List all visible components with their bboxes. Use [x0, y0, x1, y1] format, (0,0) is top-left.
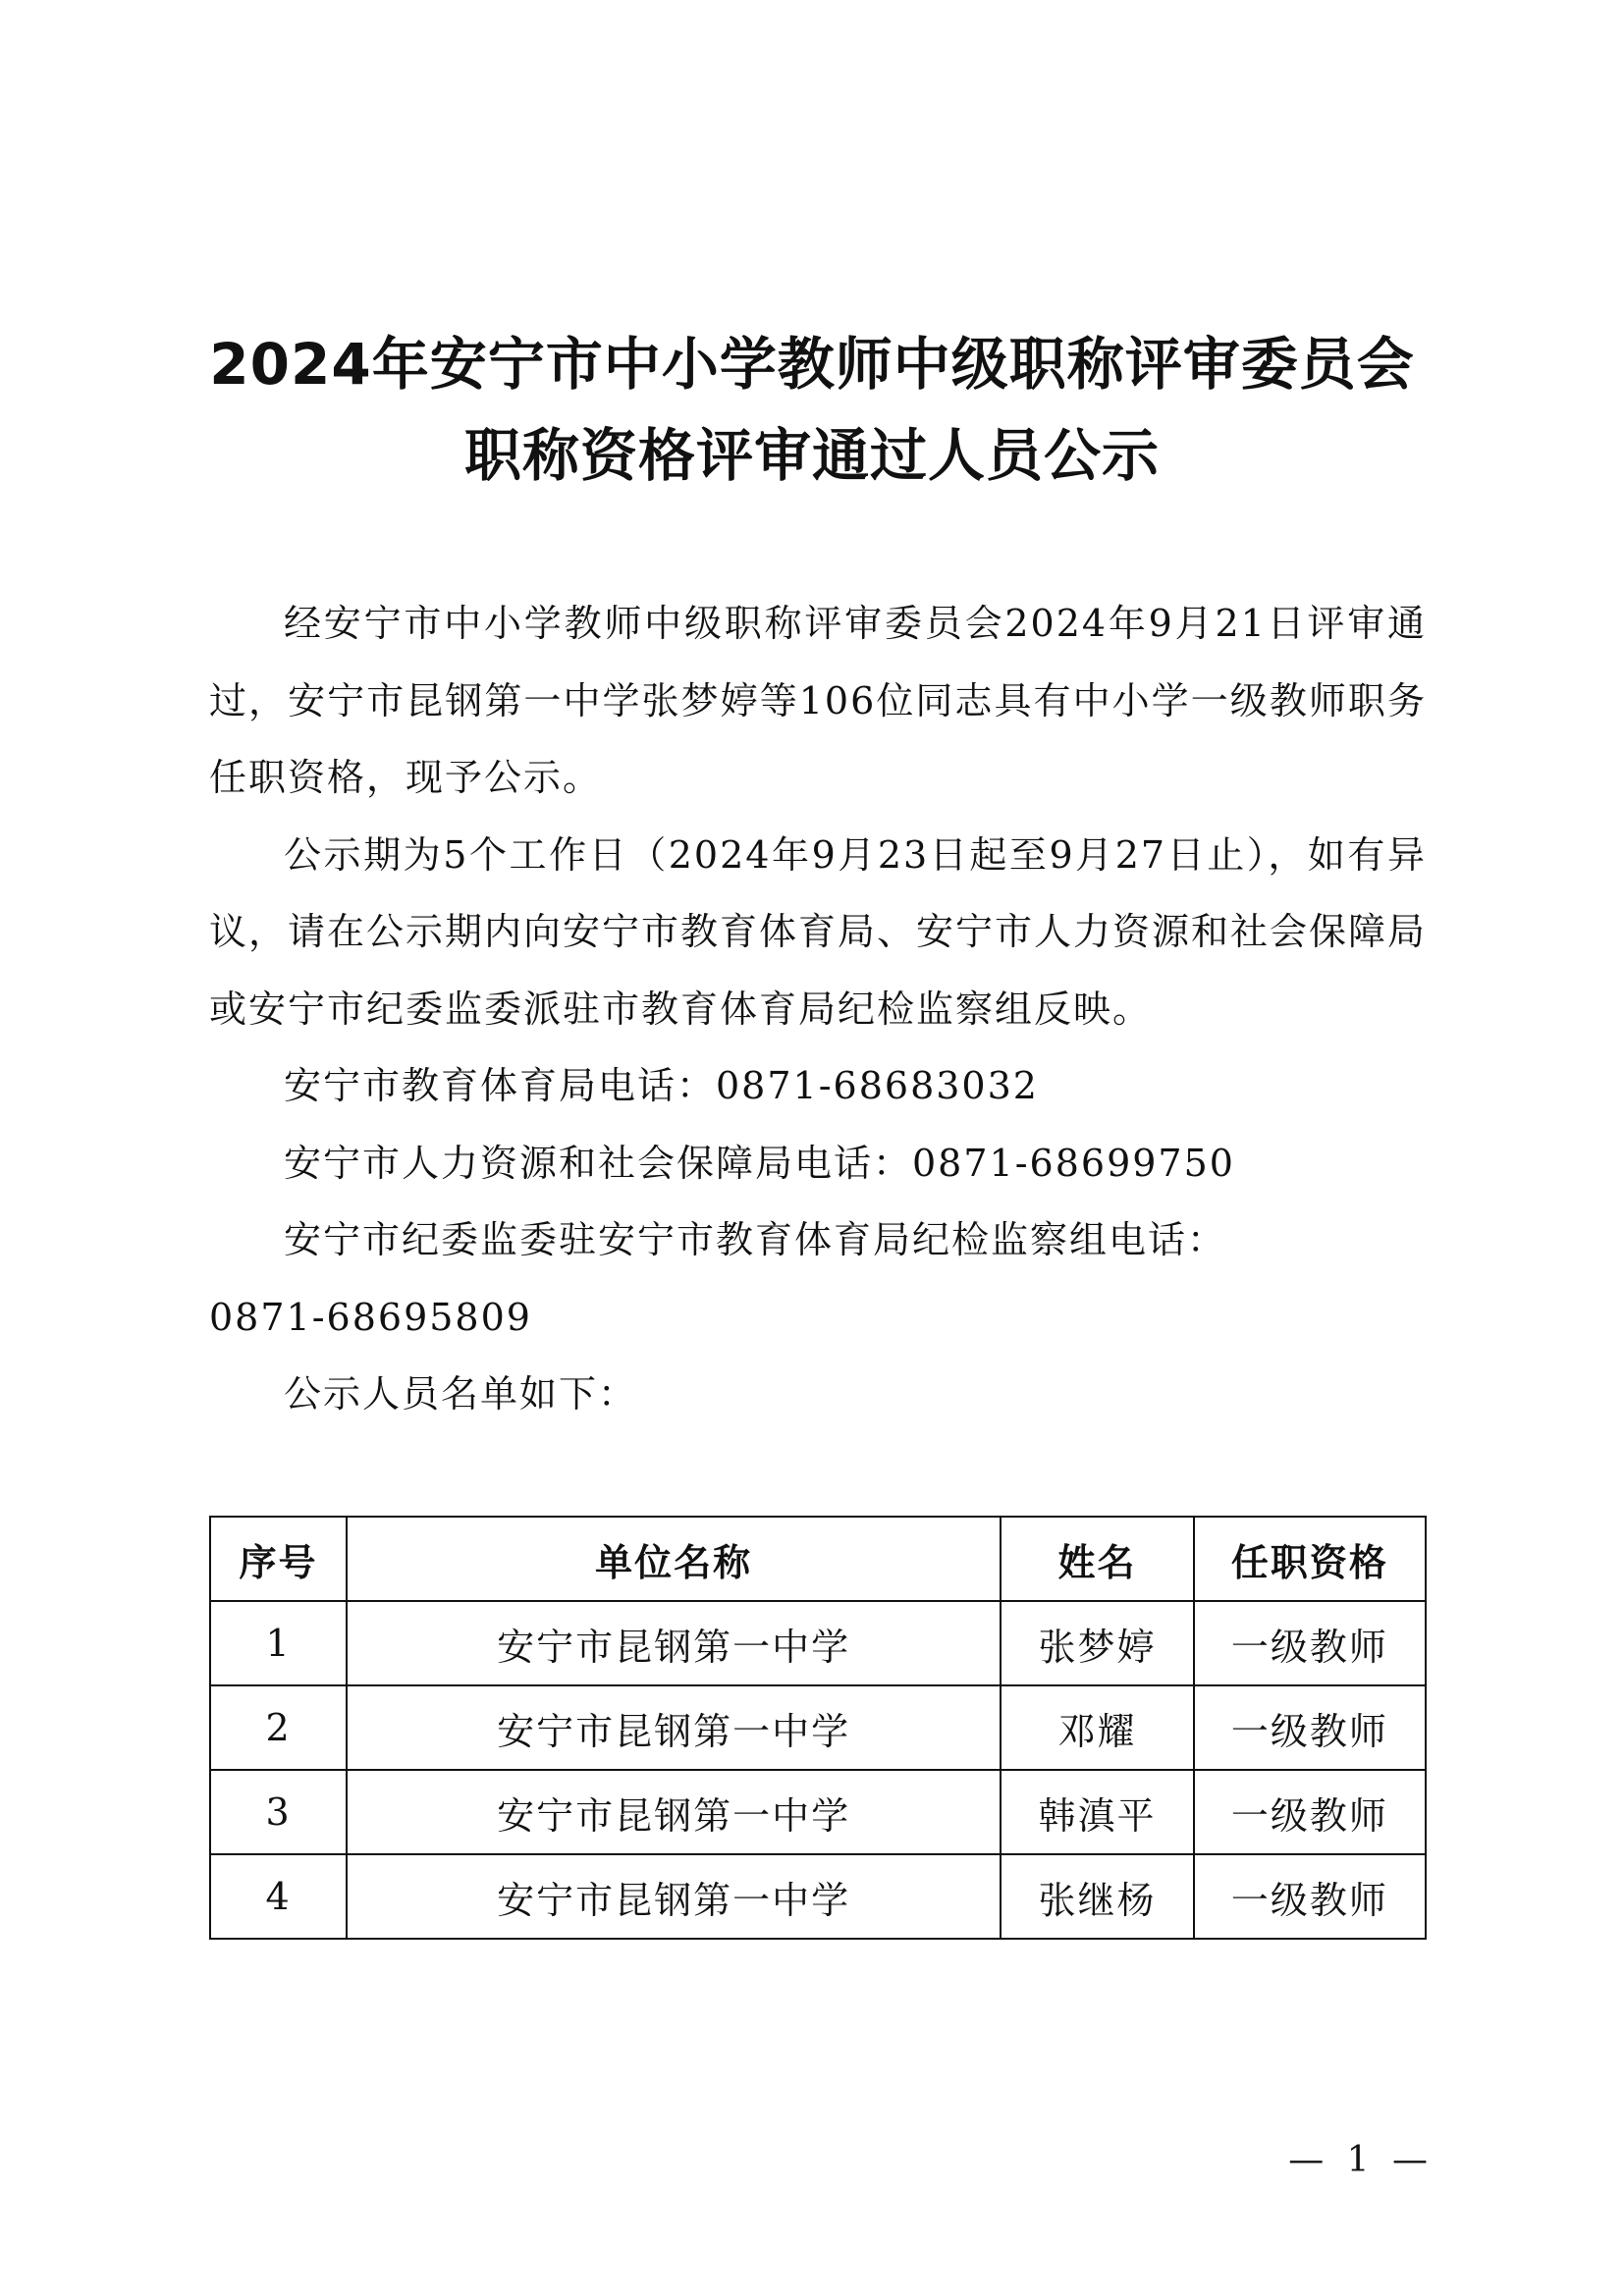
- table-row: [210, 1854, 1426, 1939]
- paragraph-publicity-period: 公示期为5个工作日（2024年9月23日起至9月27日止），如有异议，请在公示期内向安宁市教育体育局、安宁市人力资源和社会保障局或安宁市纪委监委派驻市教育体育局纪检监察组反映。: [209, 832, 1428, 1031]
- cell-unit: 安宁市昆钢第一中学: [347, 1854, 1001, 1939]
- roster-table: [209, 1516, 1427, 1940]
- cell-qualification: 一级教师: [1194, 1685, 1426, 1770]
- cell-no: 4: [210, 1854, 347, 1939]
- header-no: 序号: [210, 1517, 347, 1601]
- table-header-row: [210, 1517, 1426, 1601]
- notice-body: [209, 585, 1427, 1433]
- cell-qualification: 一级教师: [1194, 1854, 1426, 1939]
- paragraph-discipline-group-phone: 安宁市纪委监委驻安宁市教育体育局纪检监察组电话：: [284, 1218, 1227, 1261]
- cell-unit: 安宁市昆钢第一中学: [347, 1770, 1001, 1854]
- paragraph-hr-bureau-phone: 安宁市人力资源和社会保障局电话：0871-68699750: [284, 1141, 1235, 1185]
- page-number: — 1 —: [1288, 2140, 1434, 2180]
- cell-no: 2: [210, 1685, 347, 1770]
- header-name: 姓名: [1001, 1517, 1194, 1601]
- discipline-group-phone-number: 0871-68695809: [209, 1295, 532, 1339]
- cell-qualification: 一级教师: [1194, 1770, 1426, 1854]
- paragraph-approval: 经安宁市中小学教师中级职称评审委员会2024年9月21日评审通过，安宁市昆钢第一中学张梦婷等106位同志具有中小学一级教师职务任职资格，现予公示。: [209, 602, 1427, 799]
- cell-name: 邓耀: [1001, 1685, 1194, 1770]
- cell-name: 韩滇平: [1001, 1770, 1194, 1854]
- cell-name: 张继杨: [1001, 1854, 1194, 1939]
- header-qualification: 任职资格: [1194, 1517, 1426, 1601]
- cell-unit: 安宁市昆钢第一中学: [347, 1685, 1001, 1770]
- table-row: [210, 1770, 1426, 1854]
- paragraph-roster-intro: 公示人员名单如下：: [284, 1372, 638, 1415]
- cell-unit: 安宁市昆钢第一中学: [347, 1601, 1001, 1685]
- paragraph-education-bureau-phone: 安宁市教育体育局电话：0871-68683032: [284, 1064, 1039, 1107]
- table-row: [210, 1601, 1426, 1685]
- cell-qualification: 一级教师: [1194, 1601, 1426, 1685]
- cell-no: 3: [210, 1770, 347, 1854]
- cell-no: 1: [210, 1601, 347, 1685]
- document-title-line-2: 职称资格评审通过人员公示: [463, 422, 1160, 489]
- header-unit: 单位名称: [347, 1517, 1001, 1601]
- cell-name: 张梦婷: [1001, 1601, 1194, 1685]
- document-title-line-1: 2024年安宁市中小学教师中级职称评审委员会: [209, 331, 1415, 398]
- table-row: [210, 1685, 1426, 1770]
